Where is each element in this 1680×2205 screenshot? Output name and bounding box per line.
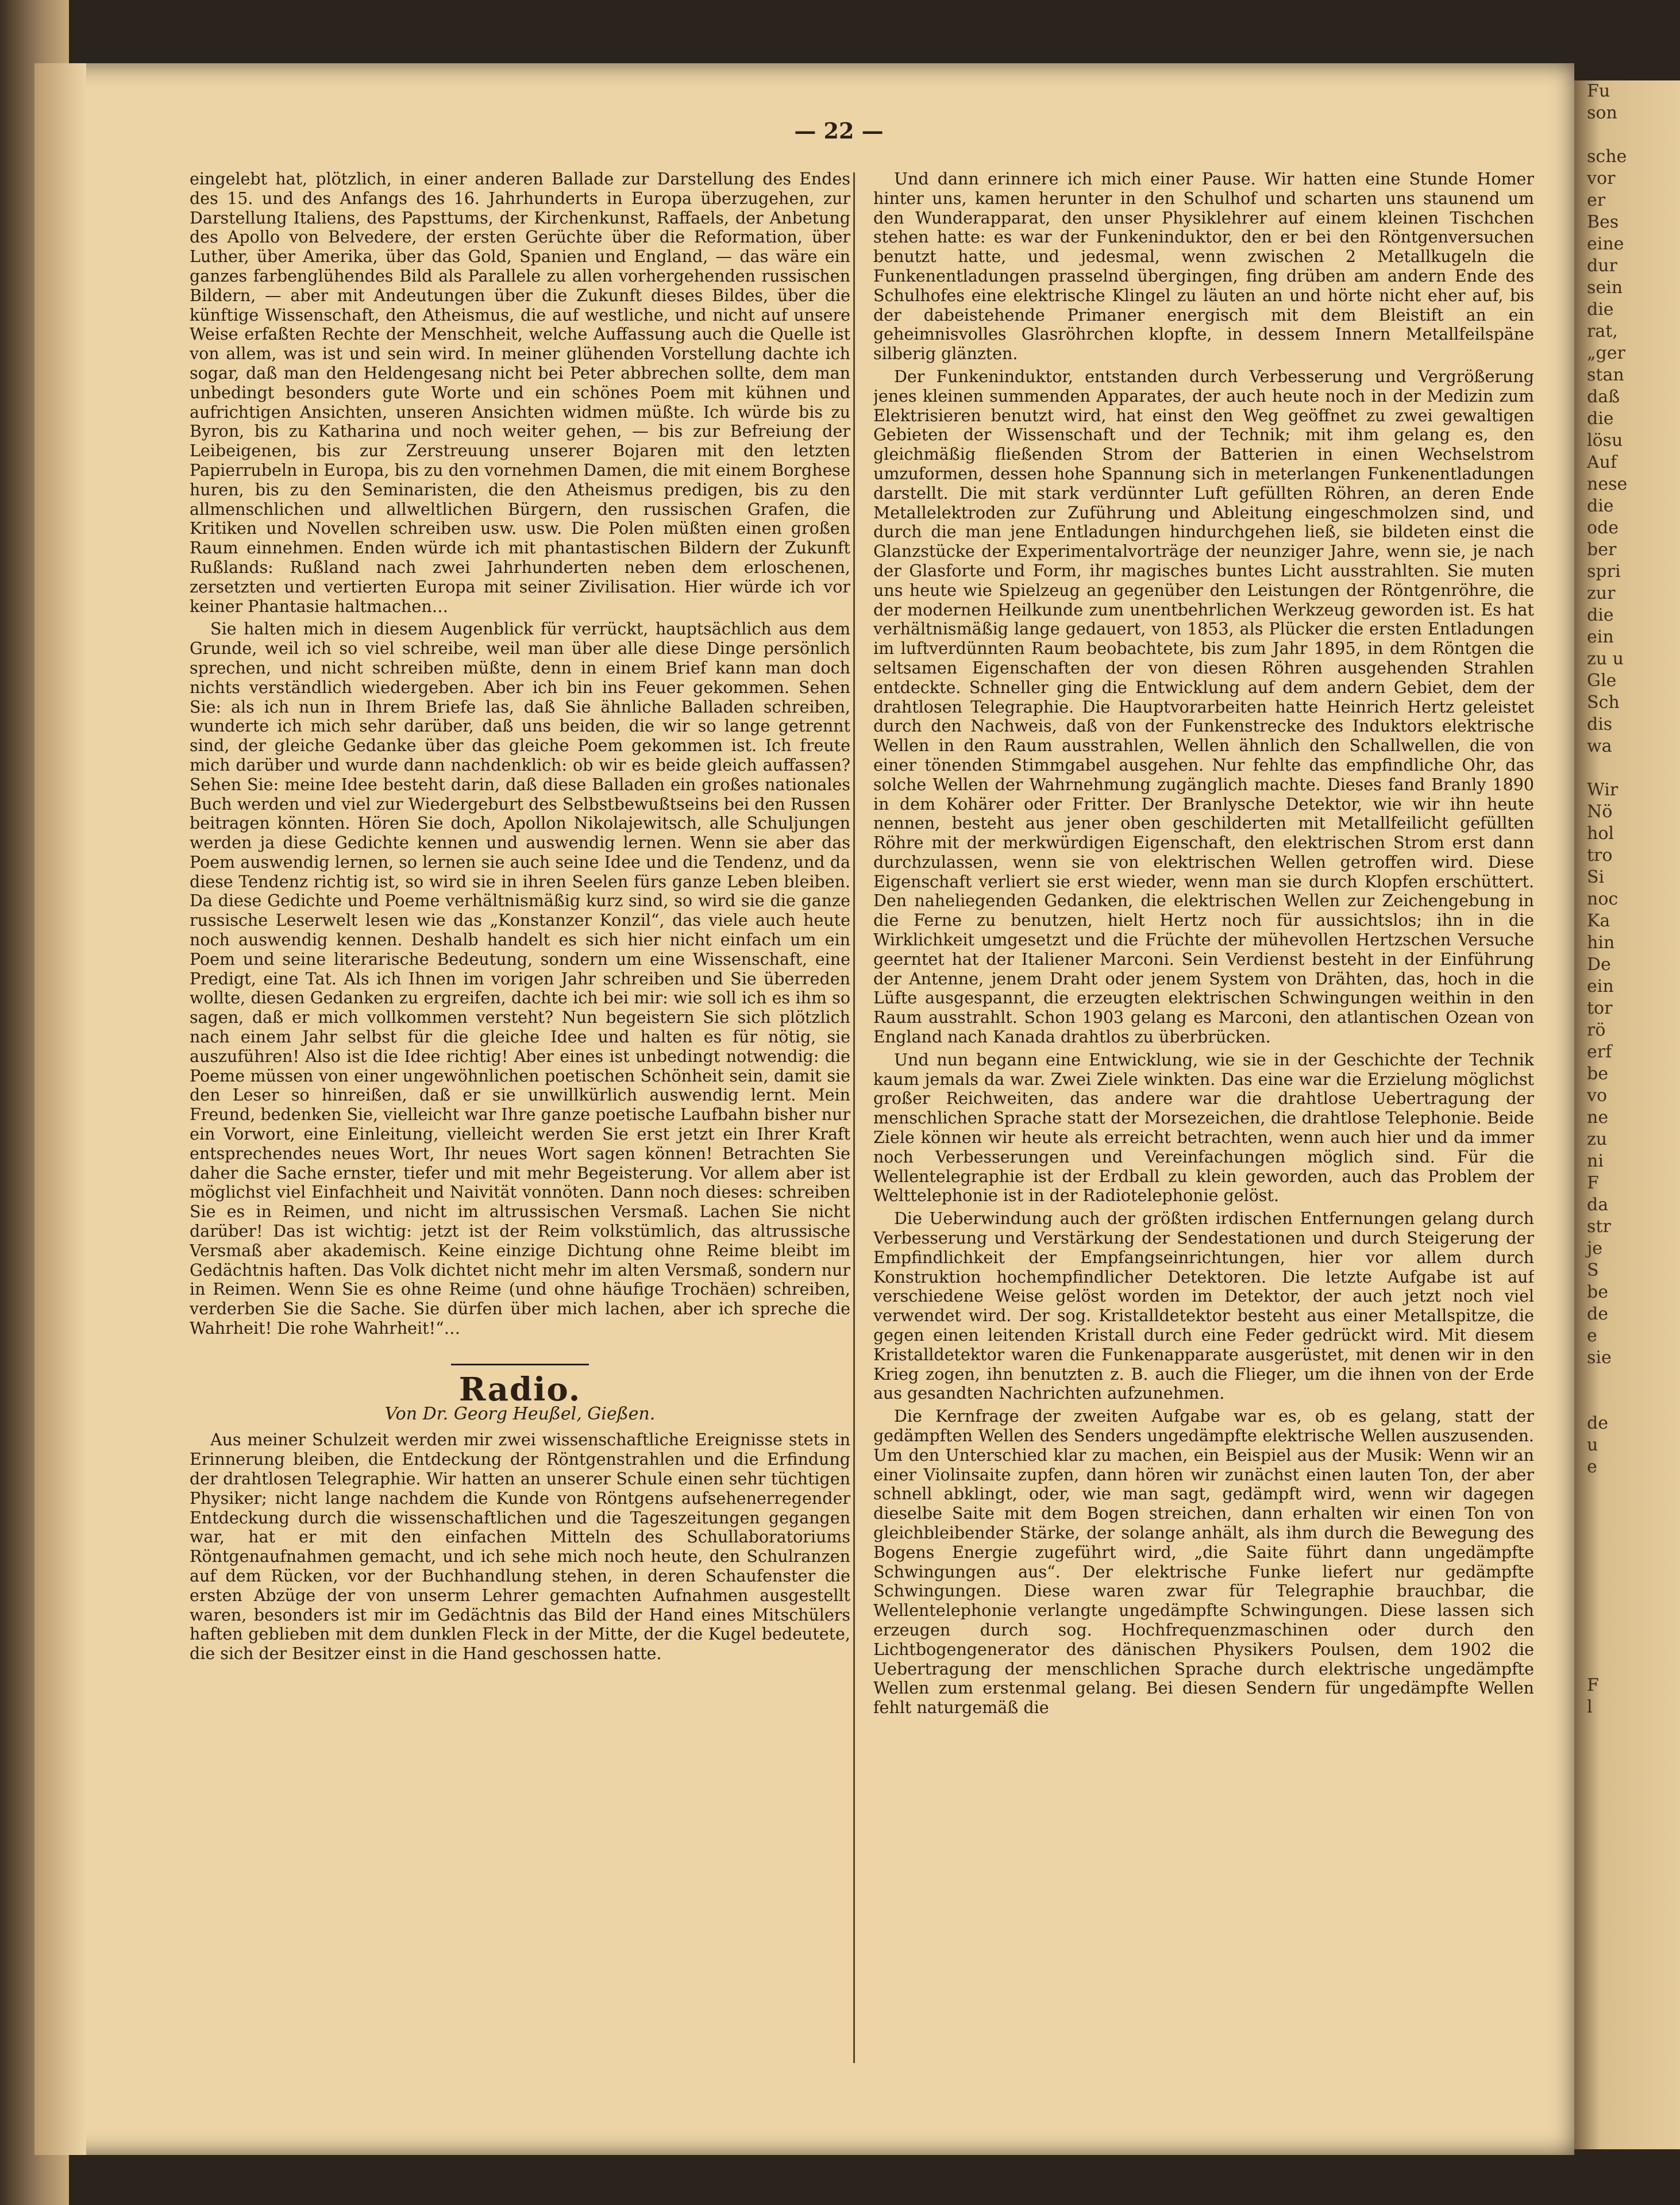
paragraph: Die Ueberwindung auch der größten irdischen Entfernungen gelang durch Verbesserung und Verstärkung der Sendestationen und durch Steigerung der Empfindlichkeit der Empfangseinrichtungen, hier vor allem durch Konstruktion hochempfindlicher Detektoren. Die letzte Aufgabe ist auf verschiedene Weise gelöst worden im Detektor, der auch jetzt noch viel verwendet wird. Der sog. Kristalldetektor besteht aus einer Metallspitze, die gegen einen leitenden Kristall durch eine Feder gedrückt wird. Mit diesem Kristalldetektor waren die Funkenapparate ausgerüstet, mit denen wir in den Krieg zogen, ihn benutzten z. B. auch die Flieger, um die ihnen von der Erde aus gesandten Nachrichten aufzunehmen. xyxy=(873,1209,1534,1403)
right-column xyxy=(873,170,1534,2060)
next-page-fragment: daß xyxy=(1587,387,1620,407)
article-byline: Von Dr. Georg Heußel, Gießen. xyxy=(384,1403,656,1424)
next-page-fragment: dis xyxy=(1587,714,1613,734)
next-page-fragment: ode xyxy=(1587,518,1619,538)
next-page-fragment xyxy=(1574,1544,1680,1565)
next-page-fragment: Gle xyxy=(1587,671,1617,691)
paragraph: Und nun begann eine Entwicklung, wie sie in der Geschichte der Technik kaum jemals da war. Zwei Ziele winkten. Das eine war die Erzielung möglichst großer Reichweiten, das andere war die drahtlose Uebertragung der menschlichen Sprache statt der Morsezeichen, die drahtlose Telephonie. Beide Ziele können wir heute als erreicht betrachten, wenn auch hier und da immer noch Verbesserungen und Vereinfachungen möglich sind. Für die Wellentelegraphie ist der Erdball zu klein geworden, auch das Problem der Welttelephonie ist in der Radiotelephonie gelöst. xyxy=(873,1050,1534,1206)
next-page-fragment: Si xyxy=(1587,867,1605,887)
next-page-fragment: Wir xyxy=(1587,780,1619,800)
next-page-fragment: zu u xyxy=(1587,649,1624,669)
next-page-fragment: De xyxy=(1587,955,1611,975)
next-page-fragment: Sch xyxy=(1587,692,1620,713)
next-page-fragment: tor xyxy=(1587,998,1613,1018)
next-page-fragment: ne xyxy=(1587,1107,1609,1127)
next-page-fragment: eine xyxy=(1587,234,1624,254)
next-page-fragment: wa xyxy=(1587,736,1612,756)
next-page-fragment: dur xyxy=(1587,256,1617,276)
column-rule xyxy=(853,172,855,2063)
next-page-fragment: ein xyxy=(1587,976,1614,996)
next-page-fragment: F xyxy=(1587,1173,1599,1193)
next-page-fragment: ein xyxy=(1587,627,1614,647)
next-page-fragment: vo xyxy=(1587,1086,1608,1106)
next-page-fragment: zu xyxy=(1587,1129,1608,1149)
page-number: — 22 — xyxy=(794,118,884,144)
next-page-fragment: rö xyxy=(1587,1020,1606,1040)
next-page-fragment: die xyxy=(1587,605,1614,625)
next-page-fragment: u xyxy=(1587,1435,1598,1455)
next-page-fragment: hol xyxy=(1587,823,1614,844)
article-separator xyxy=(451,1364,589,1365)
paragraph: Sie halten mich in diesem Augenblick für verrückt, hauptsächlich aus dem Grunde, weil ich so viel schreibe, weil man über alle diese Dinge persönlich sprechen, und nicht schreiben müßte, denn in einem Brief kann man doch nichts verständlich wiedergeben. Aber ich bin ins Feuer gekommen. Sehen Sie: als ich nun in Ihrem Briefe las, daß Sie ähnliche Balladen schreiben, wunderte ich mich sehr darüber, daß uns beiden, die wir so lange getrennt sind, der gleiche Gedanke über das gleiche Poem gekommen ist. Ich freute mich darüber und wurde dann nachdenklich: ob wir es beide gleich auffassen? Sehen Sie: meine Idee besteht darin, daß diese Balladen ein großes nationales Buch werden und viel zur Wiedergeburt des Selbstbewußtseins bei den Russen beitragen könnten. Hören Sie doch, Apollon Nikolajewitsch, alle Schuljungen werden ja diese Gedichte kennen und auswendig lernen. Wenn sie aber das Poem auswendig lernen, so lernen sie auch seine Idee und die Tendenz, und da diese Tendenz richtig ist, so wird sie in ihren Seelen fürs ganze Leben bleiben. Da diese Gedichte und Poeme verhältnismäßig kurz sind, so wird sie die ganze russische Leserwelt lesen wie das „Konstanzer Konzil“, das viele auch heute noch auswendig kennen. Deshalb handelt es sich hier nicht einfach um ein Poem und seine literarische Bedeutung, sondern um eine Wissenschaft, eine Predigt, eine Tat. Als ich Ihnen im vorigen Jahr schreiben und Sie überreden wollte, diesen Gedanken zu ergreifen, dachte ich bei mir: wie soll ich es ihm so sagen, daß er mich vollkommen versteht? Nun begeistern Sie sich plötzlich nach einem Jahr selbst für die gleiche Idee und halten es für nötig, sie auszuführen! Also ist die Idee richtig! Aber eines ist unbedingt notwendig: die Poeme müssen von einer ungewöhnlichen poetischen Schönheit sein, damit sie den Leser so hinreißen, daß er sie unwillkürlich auswendig lernt. Mein Freund, bedenken Sie, vielleicht war Ihre ganze poetische Laufbahn bisher nur ein Vorwort, eine Einleitung, vielleicht werden Sie erst jetzt ein Ihrer Kraft entsprechendes neues Wort, Ihr neues Wort sagen können! Betrachten Sie daher die Sache ernster, tiefer und mit mehr Begeisterung. Vor allem aber ist möglichst viel Einfachheit und Naivität vonnöten. Dann noch dieses: schreiben Sie es in Reimen, und nicht im altrussischen Versmaß. Lachen Sie nicht darüber! Das ist wichtig: jetzt ist der Reim volkstümlich, das altrussische Versmaß aber akademisch. Keine einzige Dichtung ohne Reime bleibt im Gedächtnis haften. Das Volk dichtet nicht mehr im alten Versmaß, sondern nur in Reimen. Wenn Sie es ohne Reime (und ohne häufige Trochäen) schreiben, verderben Sie die Sache. Sie dürfen über mich lachen, aber ich spreche die Wahrheit! Die rohe Wahrheit!“… xyxy=(190,619,850,1338)
next-page-fragment: zur xyxy=(1587,583,1616,603)
paragraph: Die Kernfrage der zweiten Aufgabe war es, ob es gelang, statt der gedämpften Wellen des Senders ungedämpfte elektrische Wellen auszusenden. Um den Unterschied klar zu machen, ein Beispiel aus der Musik: Wenn wir an einer Violinsaite zupfen, dann hören wir zunächst einen lauten Ton, der aber schnell abklingt, oder, wie man sagt, gedämpft wird, wenn wir dagegen dieselbe Saite mit dem Bogen streichen, dann erhalten wir einen Ton von gleichbleibender Stärke, der solange anhält, als ihm durch die Bewegung des Bogens Energie zugeführt wird, „die Saite führt dann ungedämpfte Schwingungen aus“. Der elektrische Funke liefert nur gedämpfte Schwingungen. Diese waren zwar für Telegraphie brauchbar, die Wellentelephonie verlangte ungedämpfte Schwingungen. Diese lassen sich erzeugen durch sog. Hochfrequenzmaschinen oder durch den Lichtbogengenerator des dänischen Physikers Poulsen, dem 1902 die Uebertragung der menschlichen Sprache durch elektrische ungedämpfte Wellen zum erstenmal gelang. Bei diesen Sendern für ungedämpfte Wellen fehlt naturgemäß die xyxy=(873,1407,1534,1718)
next-page-fragment: tro xyxy=(1587,845,1613,865)
next-page-fragment: die xyxy=(1587,496,1614,516)
next-page-fragment: spri xyxy=(1587,561,1621,582)
next-page-fragment: erf xyxy=(1587,1042,1612,1062)
next-page-fragment xyxy=(1574,1478,1680,1500)
next-page-fragment: be xyxy=(1587,1064,1608,1084)
next-page-fragment: ni xyxy=(1587,1151,1604,1171)
next-page-fragment: die xyxy=(1587,409,1614,429)
next-page-fragment: ber xyxy=(1587,540,1617,560)
next-page-fragment: Nö xyxy=(1587,802,1613,822)
next-page-fragment: rat, xyxy=(1587,321,1618,341)
next-page-fragment: je xyxy=(1587,1238,1603,1259)
next-page-fragment: de xyxy=(1587,1304,1608,1324)
next-page-fragment xyxy=(1574,1500,1680,1522)
next-page-fragment: son xyxy=(1587,103,1617,123)
next-page-fragment: „ger xyxy=(1587,343,1625,363)
next-page-fragment: F xyxy=(1587,1675,1599,1695)
next-page-fragment: die xyxy=(1587,299,1614,320)
next-page-fragment xyxy=(1574,1609,1680,1631)
next-page-fragment: nese xyxy=(1587,474,1628,494)
next-page-fragment xyxy=(1574,124,1680,146)
paragraph: Und dann erinnere ich mich einer Pause. Wir hatten eine Stunde Homer hinter uns, kamen herunter in den Schulhof und scharten uns staunend um den Wunderapparat, den unser Physiklehrer auf einem kleinen Tischchen stehen hatte: es war der Funkeninduktor, den er bei den Röntgenversuchen benutzt hatte, und jedesmal, wenn zwischen 2 Metallkugeln die Funkenentladungen prasselnd übergingen, fing drüben am andern Ende des Schulhofes eine elektrische Klingel zu läuten an und hörte nicht eher auf, bis der dabeistehende Primaner energisch mit dem Bleistift an ein geheimnisvolles Glasröhrchen klopfte, in dessem Innern Metallfeilspäne silberig glänzten. xyxy=(873,170,1534,364)
next-page-fragment xyxy=(1574,1391,1680,1413)
next-page-fragment: e xyxy=(1587,1457,1597,1477)
article-title: Radio. xyxy=(458,1370,581,1409)
adjacent-page-edge xyxy=(1574,80,1680,2149)
page-gutter-shadow xyxy=(34,63,86,2155)
next-page-fragment: be xyxy=(1587,1282,1608,1302)
next-page-fragment: l xyxy=(1587,1697,1593,1717)
next-page-fragment xyxy=(1574,1522,1680,1544)
next-page-fragment: e xyxy=(1587,1326,1597,1346)
next-page-fragment: Fu xyxy=(1587,81,1610,101)
next-page-fragment: Auf xyxy=(1587,452,1617,472)
next-page-fragment: da xyxy=(1587,1195,1609,1215)
next-page-fragment: Ka xyxy=(1587,911,1610,931)
next-page-fragment: Bes xyxy=(1587,212,1619,232)
next-page-fragment: str xyxy=(1587,1217,1611,1237)
next-page-fragment xyxy=(1574,1653,1680,1675)
next-page-fragment: sie xyxy=(1587,1348,1612,1368)
paragraph: eingelebt hat, plötzlich, in einer anderen Ballade zur Darstellung des Endes des 15. und des Anfangs des 16. Jahrhunderts in Europa überzugehen, zur Darstellung Italiens, des Papsttums, der Kirchenkunst, Raffaels, der Anbetung des Apollo von Belvedere, der ersten Gerüchte über die Reformation, über Luther, über Amerika, über das Gold, Spanien und England, — das wäre ein ganzes farbenglühendes Bild als Parallele zu allen vorhergehenden russischen Bildern, — aber mit Andeutungen über die Zukunft dieses Bildes, über die künftige Wissenschaft, den Atheismus, die auf westliche, und nicht auf unsere Weise erfaßten Rechte der Menschheit, welche Auffassung auch die Quelle ist von allem, was ist und sein wird. In meiner glühenden Vorstellung dachte ich sogar, daß man den Heldengesang nicht bei Peter abbrechen sollte, dem man unbedingt besonders gute Worte und ein schönes Poem mit kühnen und aufrichtigen Ansichten, unseren Ansichten widmen müßte. Ich würde bis zu Byron, bis zu Katharina und noch weiter gehen, — bis zur Befreiung der Leibeigenen, bis zur Zerstreuung unserer Bojaren mit den letzten Papierrubeln in Europa, bis zu den vornehmen Damen, die mit einem Borghese huren, bis zu den Seminaristen, die den Atheismus predigen, bis zu den allmenschlichen und allweltlichen Bürgern, den russischen Grafen, die Kritiken und Novellen schreiben usw. usw. Die Polen müßten einen großen Raum einnehmen. Enden würde ich mit phantastischen Bildern der Zukunft Rußlands: Rußland nach zwei Jahrhunderten neben dem erloschenen, zersetzten und vertierten Europa mit seiner Zivilisation. Hier würde ich vor keiner Phantasie haltmachen… xyxy=(190,170,850,616)
next-page-fragment xyxy=(1574,1587,1680,1609)
next-page-fragment: er xyxy=(1587,190,1606,210)
next-page-fragment xyxy=(1574,757,1680,779)
next-page-fragment xyxy=(1574,1369,1680,1391)
next-page-fragment: stan xyxy=(1587,365,1624,385)
next-page-fragment: hin xyxy=(1587,933,1615,953)
next-page-fragment: vor xyxy=(1587,168,1616,188)
next-page-fragment: noc xyxy=(1587,889,1619,909)
paragraph: Der Funkeninduktor, entstanden durch Verbesserung und Vergrößerung jenes kleinen summenden Apparates, der auch heute noch in der Medizin zum Elektrisieren benutzt wird, hat einst den Weg geöffnet zu zwei gewaltigen Gebieten der Wissenschaft und der Technik; mit ihm gelang es, den gleichmäßig fließenden Strom der Batterien in einen Wechselstrom umzuformen, dessen hohe Spannung sich in meterlangen Funkenentladungen darstellt. Die mit stark verdünnter Luft gefüllten Röhren, an deren Ende Metallelektroden zur Zuführung und Ableitung eingeschmolzen sind, und durch die man jene Entladungen hindurchgehen ließ, sie bildeten einst die Glanzstücke der Experimentalvorträge der neunziger Jahre, wenn sie, je nach der Glasforte und Form, ihr magisches buntes Licht ausstrahlten. Sie muten uns heute wie Spielzeug an gegenüber den Leistungen der Röntgenröhre, die der modernen Heilkunde zum unentbehrlichen Werkzeug geworden ist. Es hat verhältnismäßig lange gedauert, von 1853, als Plücker die ersten Entladungen im luftverdünnten Raum beobachtete, bis zum Jahr 1895, in dem Röntgen die seltsamen Eigenschaften der von diesen Röhren ausgehenden Strahlen entdeckte. Schneller ging die Entwicklung auf dem andern Gebiet, dem der drahtlosen Telegraphie. Die Hauptvorarbeiten hatte Heinrich Hertz geleistet durch den Nachweis, daß von der Funkenstrecke des Induktors elektrische Wellen in den Raum ausstrahlen, Wellen ähnlich den Schallwellen, die von einer tönenden Stimmgabel ausgehen. Nur fehlte das empfindliche Ohr, das solche Wellen der Wahrnehmung zugänglich machte. Dieses fand Branly 1890 in dem Kohärer oder Fritter. Der Branlysche Detektor, wie wir ihn heute nennen, besteht aus jener oben geschilderten mit Metallfeilicht gefüllten Röhre mit der merkwürdigen Eigenschaft, den elektrischen Strom erst dann durchzulassen, wenn sie von elektrischen Wellen getroffen wird. Diese Eigenschaft verliert sie erst wieder, wenn man sie durch Klopfen erschüttert. Den naheliegenden Gedanken, die elektrischen Wellen zur Zeichengebung in die Ferne zu benutzen, hielt Hertz noch für aussichtslos; ihn in die Wirklichkeit umgesetzt und die Früchte der mühevollen Hertzschen Versuche geerntet hat der Italiener Marconi. Sein Verdienst besteht in der Einführung der Antenne, jenem Draht oder jenem System von Drähten, das, hoch in die Lüfte ausgespannt, die erzeugten elektrischen Schwingungen weithin in den Raum ausstrahlt. Schon 1903 gelang es Marconi, den atlantischen Ozean von England nach Kanada drahtlos zu überbrücken. xyxy=(873,367,1534,1047)
next-page-fragment: sein xyxy=(1587,278,1623,298)
next-page-fragment xyxy=(1574,1565,1680,1587)
paragraph: Aus meiner Schulzeit werden mir zwei wissenschaftliche Ereignisse stets in Erinnerung bleiben, die Entdeckung der Röntgenstrahlen und die Erfindung der drahtlosen Telegraphie. Wir hatten an unserer Schule einen sehr tüchtigen Physiker; nicht lange nachdem die Kunde von Röntgens aufsehenerregender Entdeckung durch die wissenschaftlichen und die Tageszeitungen gegangen war, hat er mit den einfachen Mitteln des Schullaboratoriums Röntgenaufnahmen gemacht, und ich sehe mich noch heute, den Schulranzen auf dem Rücken, vor der Buchhandlung stehen, in deren Schaufenster die ersten Abzüge der von unserm Lehrer gemachten Aufnahmen ausgestellt waren, besonders ist mir im Gedächtnis das Bild der Hand eines Mitschülers haften geblieben mit dem dunklen Fleck in der Mitte, der die Kugel bedeutete, die sich der Besitzer einst in die Hand geschossen hatte. xyxy=(190,1430,850,1664)
next-page-fragment: lösu xyxy=(1587,430,1623,451)
next-page-fragment: sche xyxy=(1587,147,1627,167)
next-page-fragment: de xyxy=(1587,1413,1608,1433)
left-column xyxy=(190,170,850,2060)
next-page-fragment: S xyxy=(1587,1260,1599,1280)
next-page-fragment xyxy=(1574,1631,1680,1653)
